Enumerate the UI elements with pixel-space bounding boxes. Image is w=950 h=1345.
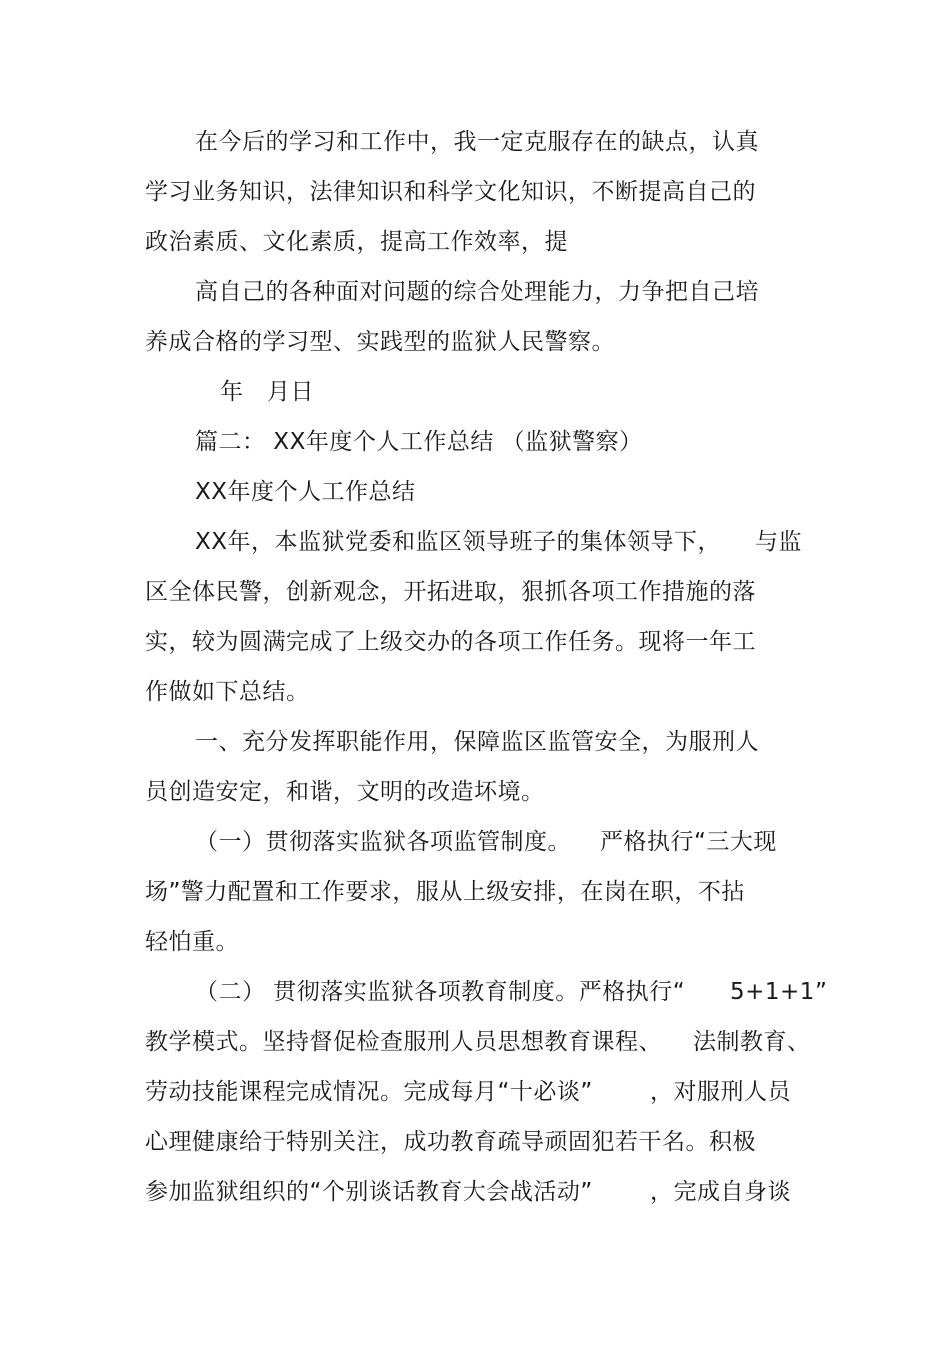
paragraph-line-fragment: 严格执行“三大现 (600, 829, 777, 855)
paragraph-line: 作做如下总结。 (145, 679, 310, 705)
paragraph-line-fragment: ，对服刑人员 (650, 1079, 791, 1105)
date-line: 年 月日 (220, 379, 314, 405)
paragraph-line-fragment: 5+1+1” (730, 979, 828, 1005)
paragraph-line: 教学模式。坚持督促检查服刑人员思想教育课程、 (145, 1029, 662, 1055)
paragraph-line: 劳动技能课程完成情况。完成每月“十必谈” (145, 1079, 593, 1105)
paragraph-line: 在今后的学习和工作中，我一定克服存在的缺点，认真 (195, 129, 759, 155)
paragraph-line: 学习业务知识，法律知识和科学文化知识，不断提高自己的 (145, 179, 756, 205)
paragraph-line: （二） 贯彻落实监狱各项教育制度。严格执行“ (195, 979, 686, 1005)
paragraph-line: 高自己的各种面对问题的综合处理能力，力争把自己培 (195, 279, 759, 305)
paragraph-line-fragment: ，完成自身谈 (650, 1179, 791, 1205)
paragraph-line: 养成合格的学习型、实践型的监狱人民警察。 (145, 329, 615, 355)
paragraph-line-fragment: 与监 (755, 529, 802, 555)
paragraph-line: （一）贯彻落实监狱各项监管制度。 (195, 829, 571, 855)
paragraph-line: 参加监狱组织的“个别谈话教育大会战活动” (145, 1179, 593, 1205)
paragraph-line: 区全体民警，创新观念，开拓进取，狠抓各项工作措施的落 (145, 579, 756, 605)
paragraph-line: 场”警力配置和工作要求，服从上级安排，在岗在职，不拈 (145, 879, 745, 905)
paragraph-line: 政治素质、文化素质，提高工作效率，提 (145, 229, 568, 255)
document-title: XX年度个人工作总结 (195, 479, 416, 505)
paragraph-line: 轻怕重。 (145, 929, 239, 955)
paragraph-line: XX年，本监狱党委和监区领导班子的集体领导下， (195, 529, 722, 555)
section-heading: 篇二： XX年度个人工作总结 （监狱警察） (195, 429, 643, 455)
paragraph-line: 心理健康给于特别关注，成功教育疏导顽固犯若干名。积极 (145, 1129, 756, 1155)
paragraph-line: 一、充分发挥职能作用，保障监区监管安全，为服刑人 (195, 729, 759, 755)
paragraph-line-fragment: 法制教育、 (693, 1029, 811, 1055)
paragraph-line: 实，较为圆满完成了上级交办的各项工作任务。现将一年工 (145, 629, 756, 655)
paragraph-line: 员创造安定，和谐，文明的改造坏境。 (145, 779, 545, 805)
